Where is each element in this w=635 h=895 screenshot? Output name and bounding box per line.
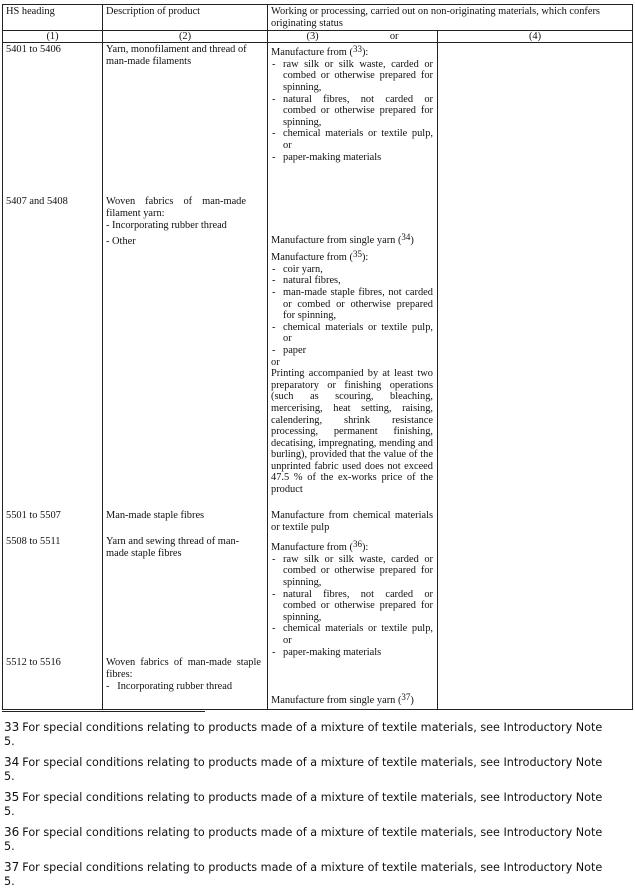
hs-heading-5501: 5501 to 5507 <box>6 510 61 522</box>
list-item: - chemical materials or textile pulp, or <box>271 128 433 151</box>
col-or-label: or <box>389 31 399 43</box>
hs-heading-5512: 5512 to 5516 <box>6 657 61 669</box>
desc-5407-other: - Other <box>106 236 136 248</box>
desc-5407-rubber: - Incorporating rubber thread <box>106 220 227 232</box>
list-item: - paper <box>271 345 433 357</box>
col-number-2: (2) <box>103 31 268 43</box>
origin-rules-table <box>2 4 633 710</box>
list-item: - raw silk or silk waste, carded or combed or otherwise prepared for spinning, <box>271 554 433 589</box>
rule-5407-list <box>271 264 433 357</box>
rule-5501: Manufacture from chemical materials or textile pulp <box>271 510 433 533</box>
header-description: Description of product <box>103 5 268 31</box>
col-hs-headings <box>3 43 103 710</box>
header-row <box>3 5 633 31</box>
footnote-ref-33[interactable]: 33 <box>352 44 362 55</box>
footnote-ref-34[interactable]: 34 <box>401 232 411 243</box>
hs-heading-5401: 5401 to 5406 <box>6 44 61 56</box>
footnote-37: 37 For special conditions relating to products made of a mixture of textile materials, see Introductory Note 5. <box>4 860 603 888</box>
rule-printing: Printing accompanied by at least two preparatory or finishing operations (such as scouring, bleaching, mercerising, heat setting, raising, calendering, shrink resistance processing, permanent finishing, decatising, impregnating, mending and burling), provided that the value of the unprinted fabric used does not exceed 47.5 % of the ex-works price of the product <box>271 368 433 496</box>
footnote-ref-37[interactable]: 37 <box>401 692 411 703</box>
footnote-separator <box>2 711 205 712</box>
column-number-row <box>3 31 633 43</box>
footnotes <box>4 720 632 895</box>
rule-5508-list <box>271 554 433 658</box>
list-item: - raw silk or silk waste, carded or combed or otherwise prepared for spinning, <box>271 59 433 94</box>
desc-5407: Woven fabrics of man-made filament yarn: <box>106 196 246 219</box>
list-item: - man-made staple fibres, not carded or combed or otherwise prepared for spinning, <box>271 287 433 322</box>
rule-5407-other: Manufacture from ($^{35}$): - coir yarn, - natural fibres, - man-made staple fibres, not carded or combed or otherwise prepared for spinning, - chemical materials or textile pulp, or - paper or Printing accompanied by at least two preparatory or finishing operations (such as scouring, bleaching, mercerising, heat setting, raising, calendering, shrink resistance processing, permanent finishing, decatising, impregnating, mending and burling), provided that the value of the unprinted fabric used does not exceed 47.5 % of the ex-works price of the product <box>271 249 433 495</box>
list-item: - coir yarn, <box>271 264 433 276</box>
list-item: - chemical materials or textile pulp, or <box>271 623 433 646</box>
footnote-ref-36[interactable]: 36 <box>352 539 362 550</box>
table-body-row <box>3 43 633 710</box>
rule-5512-rubber: Manufacture from single yarn ($^{37}$) <box>271 692 414 707</box>
desc-5512: Woven fabrics of man-made staple fibres: <box>106 657 261 680</box>
desc-5512-rubber: - Incorporating rubber thread <box>106 681 233 693</box>
list-item: - natural fibres, <box>271 275 433 287</box>
desc-5501: Man-made staple fibres <box>106 510 205 522</box>
list-item: - chemical materials or textile pulp, or <box>271 322 433 345</box>
hs-heading-5407: 5407 and 5408 <box>6 196 68 208</box>
footnote-ref-35[interactable]: 35 <box>352 249 362 260</box>
hs-heading-5508: 5508 to 5511 <box>6 536 61 548</box>
desc-5508: Yarn and sewing thread of man-made staple fibres <box>106 536 240 559</box>
rule-5407-rubber: Manufacture from single yarn ($^{34}$) <box>271 232 414 247</box>
rule-5401: Manufacture from ($^{33}$): - raw silk or silk waste, carded or combed or otherwise prepared for spinning, - natural fibres, not carded or combed or otherwise prepared for spinning, - chemical materials or textile pulp, or - paper-making materials <box>271 44 433 163</box>
footnote-35: 35 For special conditions relating to products made of a mixture of textile materials, see Introductory Note 5. <box>4 790 603 818</box>
col-number-3: (3) or <box>268 31 438 43</box>
rule-5401-list <box>271 59 433 163</box>
rule-5508: Manufacture from ($^{36}$): - raw silk or silk waste, carded or combed or otherwise prepared for spinning, - natural fibres, not carded or combed or otherwise prepared for spinning, - chemical materials or textile pulp, or - paper-making materials <box>271 539 433 658</box>
header-hs-heading: HS heading <box>3 5 103 31</box>
col-number-1: (1) <box>3 31 103 43</box>
list-item: - natural fibres, not carded or combed or otherwise prepared for spinning, <box>271 589 433 624</box>
col-number-4: (4) <box>438 31 633 43</box>
col-descriptions <box>103 43 268 710</box>
list-item: - paper-making materials <box>271 647 433 659</box>
footnote-34: 34 For special conditions relating to products made of a mixture of textile materials, see Introductory Note 5. <box>4 755 603 783</box>
rule-or: or <box>271 356 280 368</box>
footnote-36: 36 For special conditions relating to products made of a mixture of textile materials, see Introductory Note 5. <box>4 825 603 853</box>
col-alternative-rules <box>438 43 633 710</box>
header-working: Working or processing, carried out on non-originating materials, which confers originating status <box>268 5 633 31</box>
desc-5401: Yarn, monofilament and thread of man-made filaments <box>106 44 247 67</box>
col-working-rules <box>268 43 438 710</box>
list-item: - paper-making materials <box>271 152 433 164</box>
list-item: - natural fibres, not carded or combed or otherwise prepared for spinning, <box>271 94 433 129</box>
footnote-33: 33 For special conditions relating to products made of a mixture of textile materials, see Introductory Note 5. <box>4 720 603 748</box>
